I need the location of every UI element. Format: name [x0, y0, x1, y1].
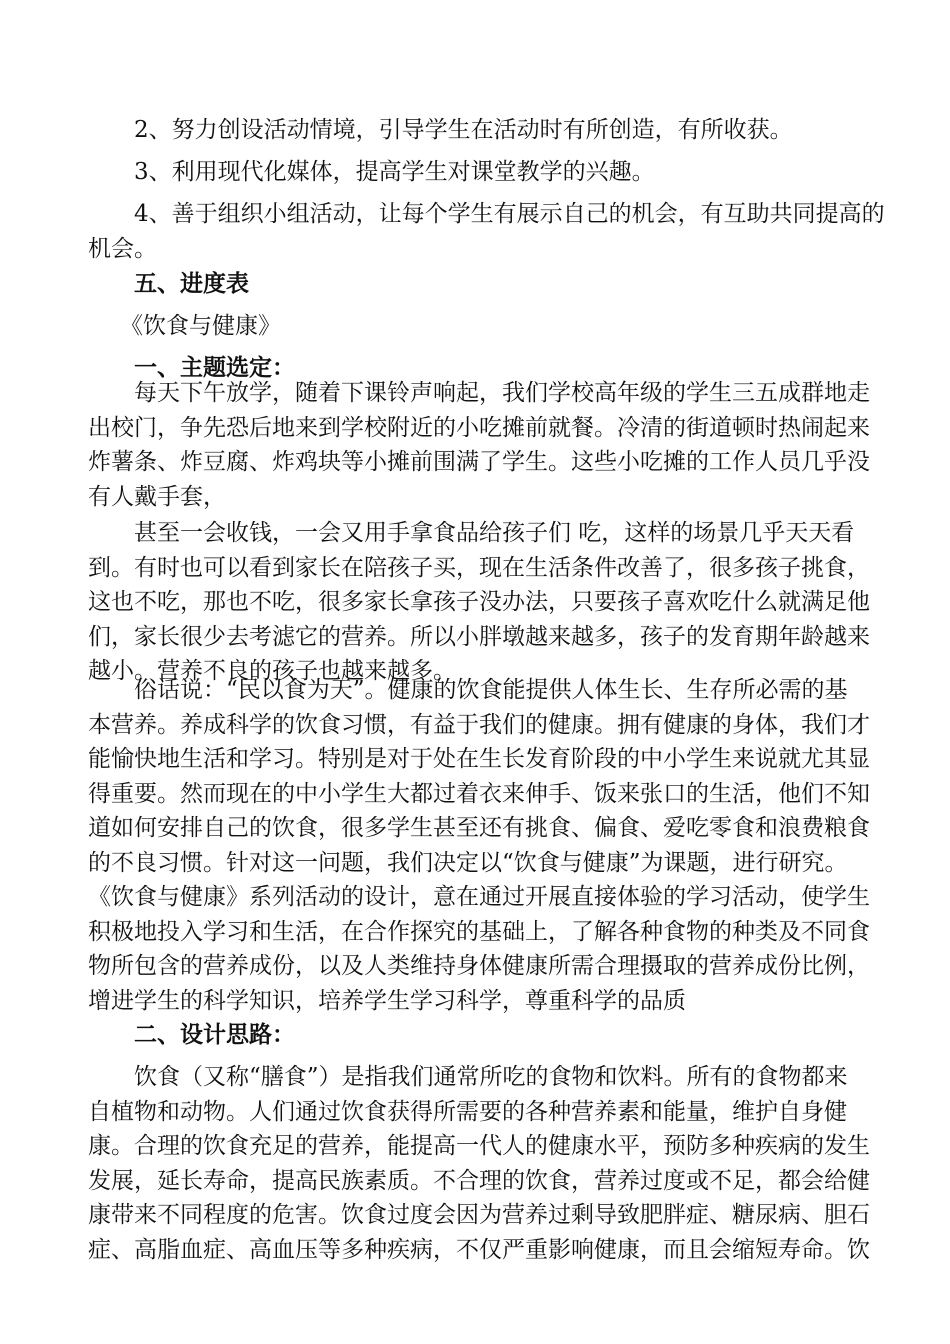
- paragraph-4-line: 症、高脂血症、高血压等多种疾病，不仅严重影响健康，而且会缩短寿命。饮: [88, 1236, 870, 1263]
- paragraph-2-line: 越小。营养不良的孩子也越来越多。: [88, 658, 456, 684]
- paragraph-1-line: 出校门，争先恐后地来到学校附近的小吃摊前就餐。冷清的街道顿时热闹起来: [88, 414, 870, 441]
- book-title-text: 《饮食与健康》: [120, 313, 281, 339]
- paragraph-3-line: 《饮食与健康》系列活动的设计，意在通过开展直接体验的学习活动，使学生: [88, 884, 870, 910]
- paragraph-3-line: 道如何安排自己的饮食，很多学生甚至还有挑食、偏食、爱吃零食和浪费粮食: [88, 815, 870, 841]
- paragraph-2-line: 甚至一会收钱，一会又用手拿食品给孩子们 吃，这样的场景几乎天天看: [134, 520, 855, 546]
- list-item-3-text: 3、利用现代化媒体，提高学生对课堂教学的兴趣。: [134, 159, 655, 185]
- paragraph-3-line: 的不良习惯。针对这一问题，我们决定以“饮食与健康”为课题，进行研究。: [88, 849, 848, 876]
- paragraph-2-line: 这也不吃，那也不吃，很多家长拿孩子没办法，只要孩子喜欢吃什么就满足他: [88, 589, 870, 615]
- paragraph-3-line: 能愉快地生活和学习。特别是对于处在生长发育阶段的中小学生来说就尤其显: [88, 746, 870, 772]
- paragraph-3-line: 积极地投入学习和生活，在合作探究的基础上，了解各种食物的种类及不同食: [88, 918, 870, 945]
- section-heading-schedule-text: 五、进度表: [134, 271, 249, 297]
- list-item-4: [88, 197, 885, 266]
- list-item-4-line2: 机会。: [88, 235, 157, 262]
- paragraph-2-line: 到。有时也可以看到家长在陪孩子买，现在生活条件改善了，很多孩子挑食，: [88, 554, 870, 581]
- paragraph-2: [88, 516, 870, 689]
- paragraph-4-line: 康。合理的饮食充足的营养，能提高一代人的健康水平，预防多种疾病的发生: [88, 1133, 870, 1159]
- section-heading-schedule: [88, 267, 906, 302]
- paragraph-1-line: 炸薯条、炸豆腐、炸鸡块等小摊前围满了学生。这些小吃摊的工作人员几乎没: [88, 449, 870, 475]
- list-item-2-text: 2、努力创设活动情境，引导学生在活动时有所创造，有所收获。: [134, 117, 793, 143]
- paragraph-4: [88, 1060, 870, 1267]
- paragraph-4-line: 康带来不同程度的危害。饮食过度会因为营养过剩导致肥胖症、糖尿病、胆石: [88, 1202, 870, 1228]
- paragraph-3-line: 得重要。然而现在的中小学生大都过着衣来伸手、饭来张口的生活，他们不知: [88, 780, 870, 807]
- paragraph-4-line: 饮食（又称“膳食”）是指我们通常所吃的食物和饮料。所有的食物都来: [134, 1064, 848, 1090]
- paragraph-4-line: 自植物和动物。人们通过饮食获得所需要的各种营养素和能量，维护自身健: [88, 1098, 847, 1125]
- paragraph-2-line: 们，家长很少去考滤它的营养。所以小胖墩越来越多，孩子的发育期年龄越来: [88, 623, 870, 650]
- heading-design-ideas-text: 二、设计思路：: [134, 1022, 295, 1048]
- paragraph-1-line: 每天下午放学，随着下课铃声响起，我们学校高年级的学生三五成群地走: [134, 380, 870, 406]
- list-item-3: [88, 155, 906, 190]
- paragraph-3-line: 物所包含的营养成份，以及人类维持身体健康所需合理摄取的营养成份比例，: [88, 953, 870, 979]
- list-item-2: [88, 113, 906, 148]
- paragraph-3-line: 增进学生的科学知识，培养学生学习科学，尊重科学的品质: [88, 987, 686, 1014]
- list-item-4-line1: 4、善于组织小组活动，让每个学生有展示自己的机会，有互助共同提高的: [134, 201, 885, 227]
- paragraph-3-line: 本营养。养成科学的饮食习惯，有益于我们的健康。拥有健康的身体，我们才: [88, 711, 870, 738]
- paragraph-3-line: 俗话说：“民以食为天”。健康的饮食能提供人体生长、生存所必需的基: [134, 677, 848, 703]
- paragraph-4-line: 发展，延长寿命，提高民族素质。不合理的饮食，营养过度或不足，都会给健: [88, 1167, 870, 1194]
- heading-design-ideas: [88, 1018, 906, 1053]
- heading-topic-selection-text: 一、主题选定：: [134, 355, 295, 381]
- paragraph-1: [88, 376, 870, 514]
- book-title: [88, 309, 892, 344]
- paragraph-3: [88, 673, 870, 1018]
- paragraph-1-line: 有人戴手套，: [88, 483, 226, 510]
